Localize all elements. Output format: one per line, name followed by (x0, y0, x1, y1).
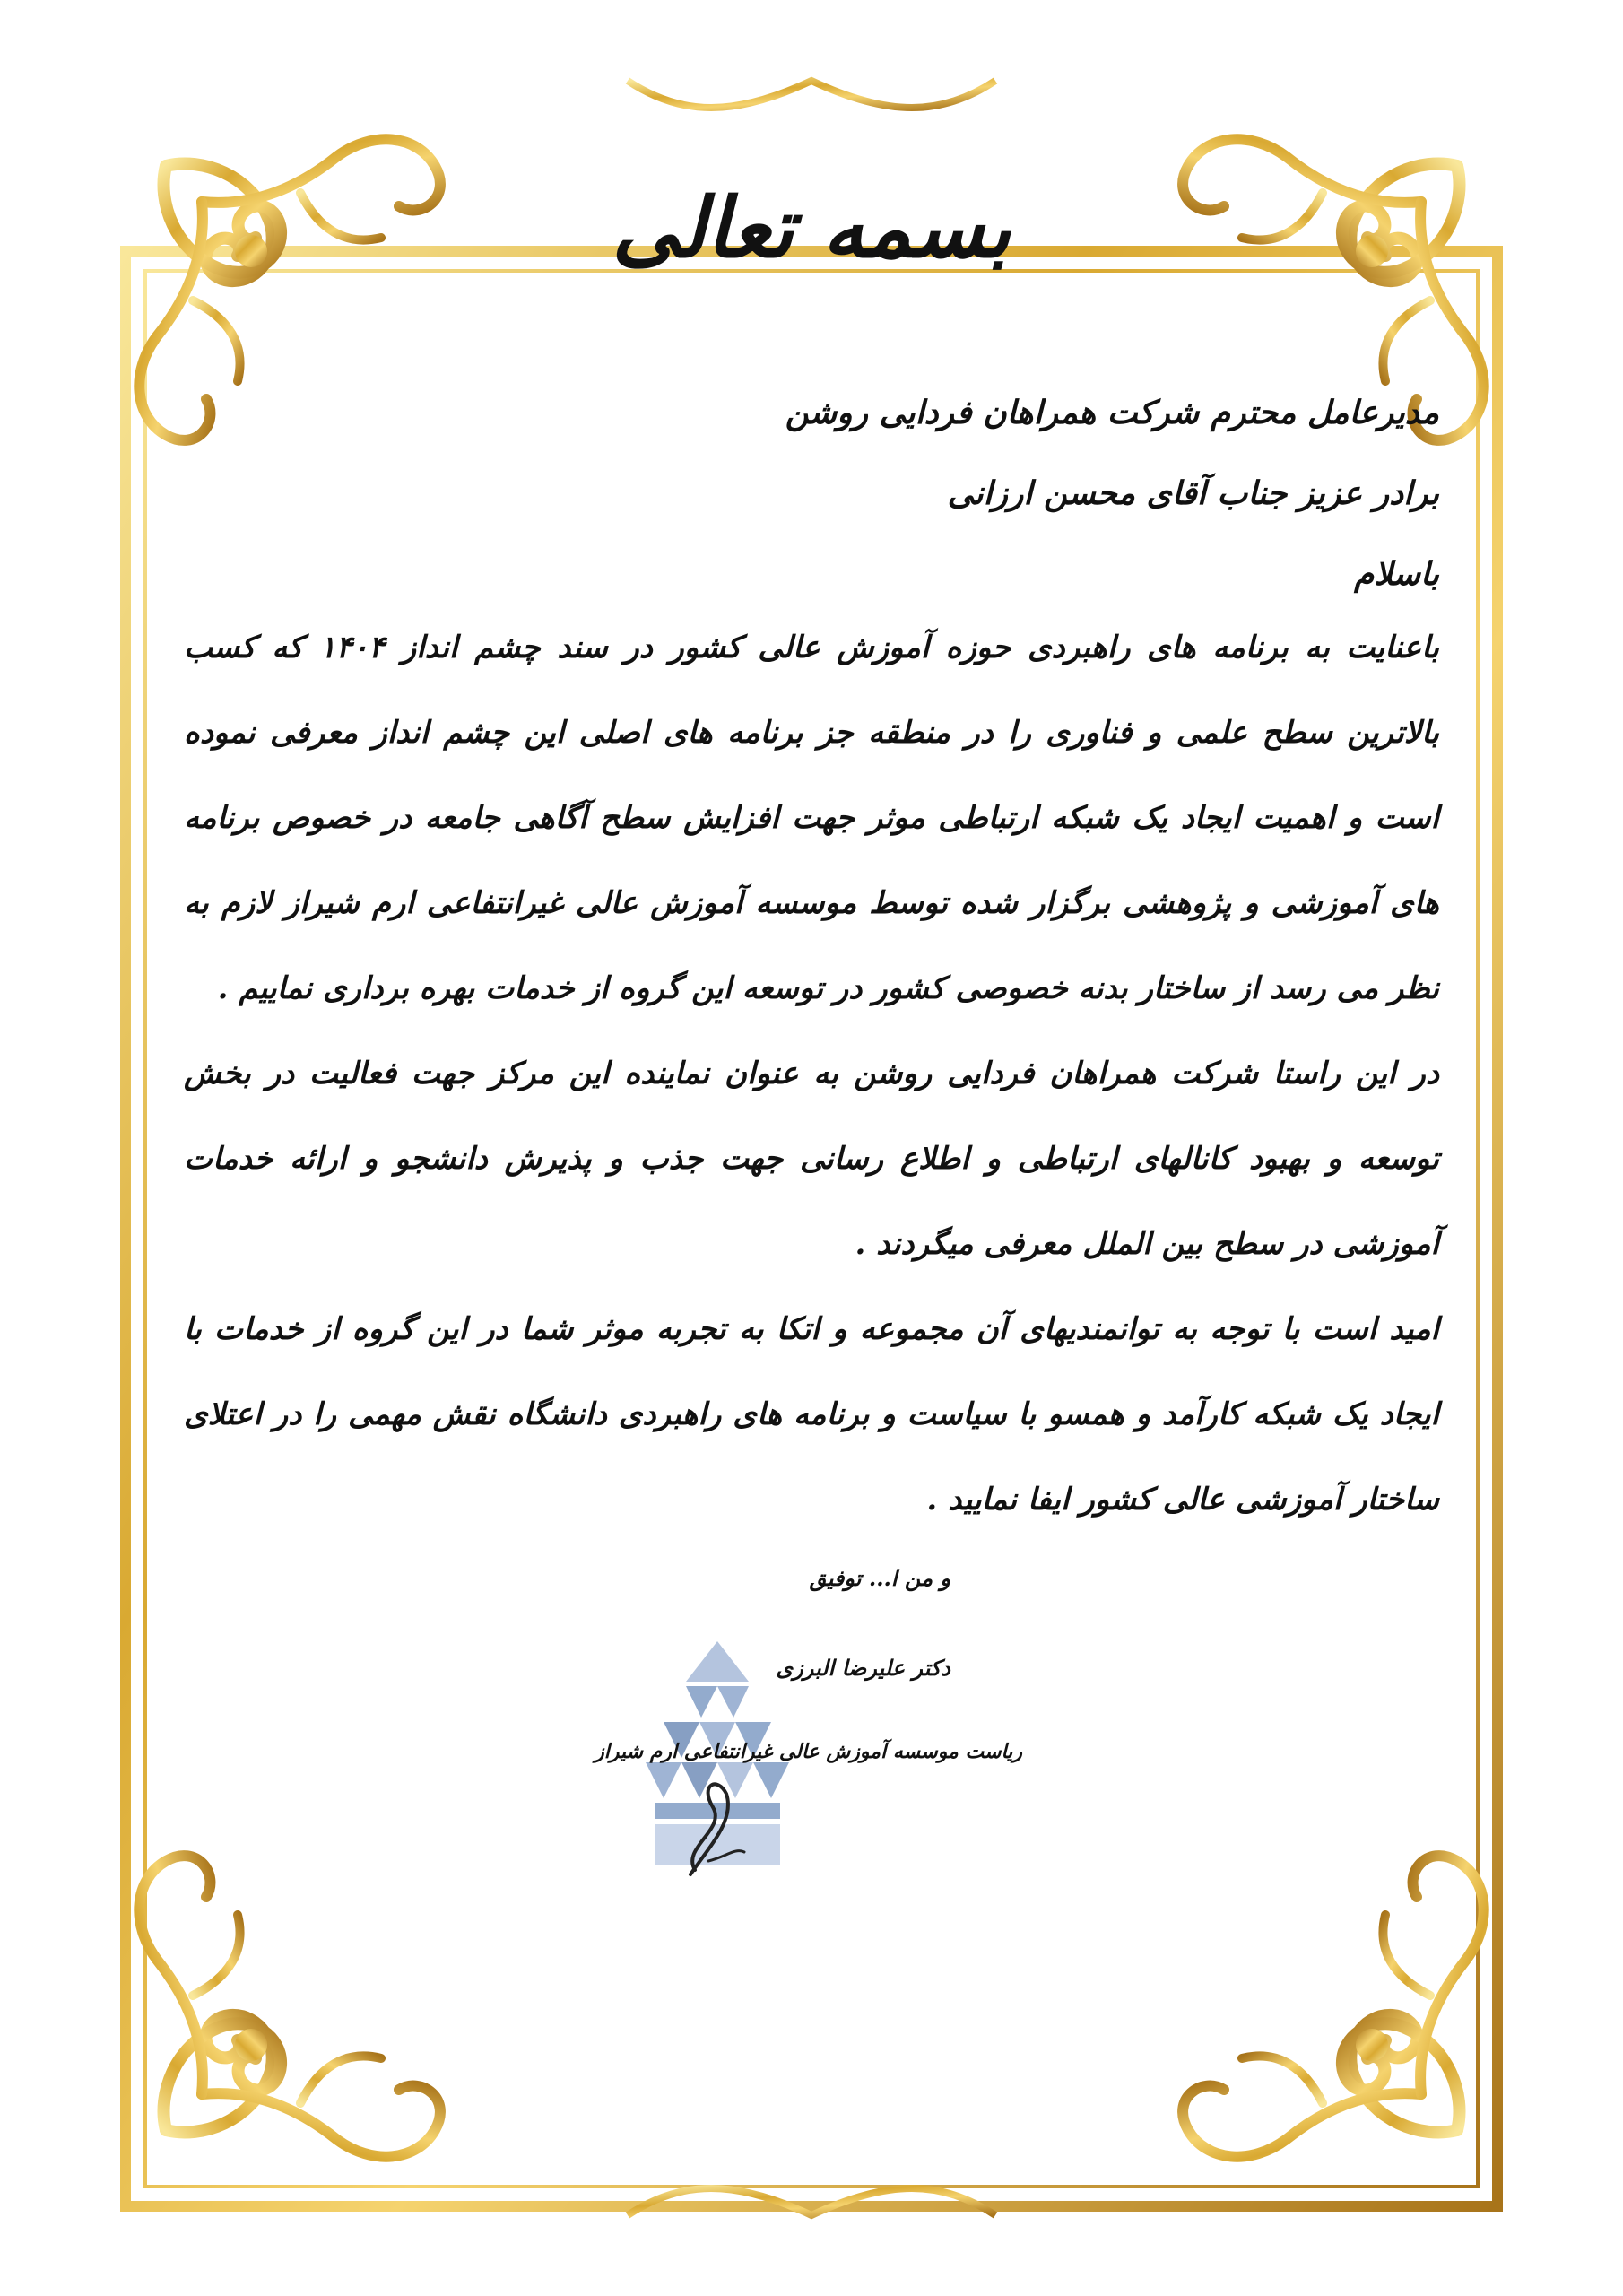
corner-ornament-bottom-left (139, 1856, 440, 2157)
top-flourish (628, 81, 995, 108)
recipient-line-2: برادر عزیز جناب آقای محسن ارزانی (947, 474, 1439, 512)
signer-name: دکتر علیرضا البرزی (776, 1655, 950, 1681)
recipient-line-1: مدیرعامل محترم شرکت همراهان فردایی روشن (785, 394, 1439, 431)
paragraph-3: امید است با توجه به توانمندیهای آن مجموعه و اتکا به تجربه موثر شما در این گروه از خدمات با ایجاد یک شبکه کارآمد و همسو با سیاست و برنامه های راهبردی دانشگاه نقش مهمی را در اعتلای ساختار آموزشی عالی کشور ایفا نمایید . (184, 1311, 1439, 1518)
paragraph-1: باعنایت به برنامه های راهبردی حوزه آموزش عالی کشور در سند چشم انداز ۱۴۰۴ که کسب بالاترین سطح علمی و فناوری را در منطقه جز برنامه های اصلی این چشم انداز معرفی نموده است و اهمیت ایجاد یک شبکه ارتباطی موثر جهت افزایش سطح آگاهی جامعه در خصوص برنامه های آموزشی و پژوهشی برگزار شده توسط موسسه آموزش عالی غیرانتفاعی ارم شیراز لازم به نظر می رسد از ساختار بدنه خصوصی کشور در توسعه این گروه از خدمات بهره برداری نماییم . (184, 630, 1439, 1006)
letter-heading: بسمه تعالی (612, 179, 1011, 276)
paragraph-2: در این راستا شرکت همراهان فردایی روشن به عنوان نماینده این مرکز جهت فعالیت در بخش توسعه و بهبود کانالهای ارتباطی و اطلاع رسانی جهت جذب و پذیرش دانشجو و ارائه خدمات آموزشی در سطح بین الملل معرفی میگردند . (184, 1056, 1439, 1262)
letter-body (184, 386, 1439, 1543)
closing-line: و من ا... توفیق (809, 1565, 950, 1591)
signer-title: ریاست موسسه آموزش عالی غیرانتفاعی ارم شیراز (595, 1740, 1022, 1763)
salutation: باسلام (1354, 555, 1439, 593)
corner-ornament-bottom-right (1183, 1856, 1484, 2157)
